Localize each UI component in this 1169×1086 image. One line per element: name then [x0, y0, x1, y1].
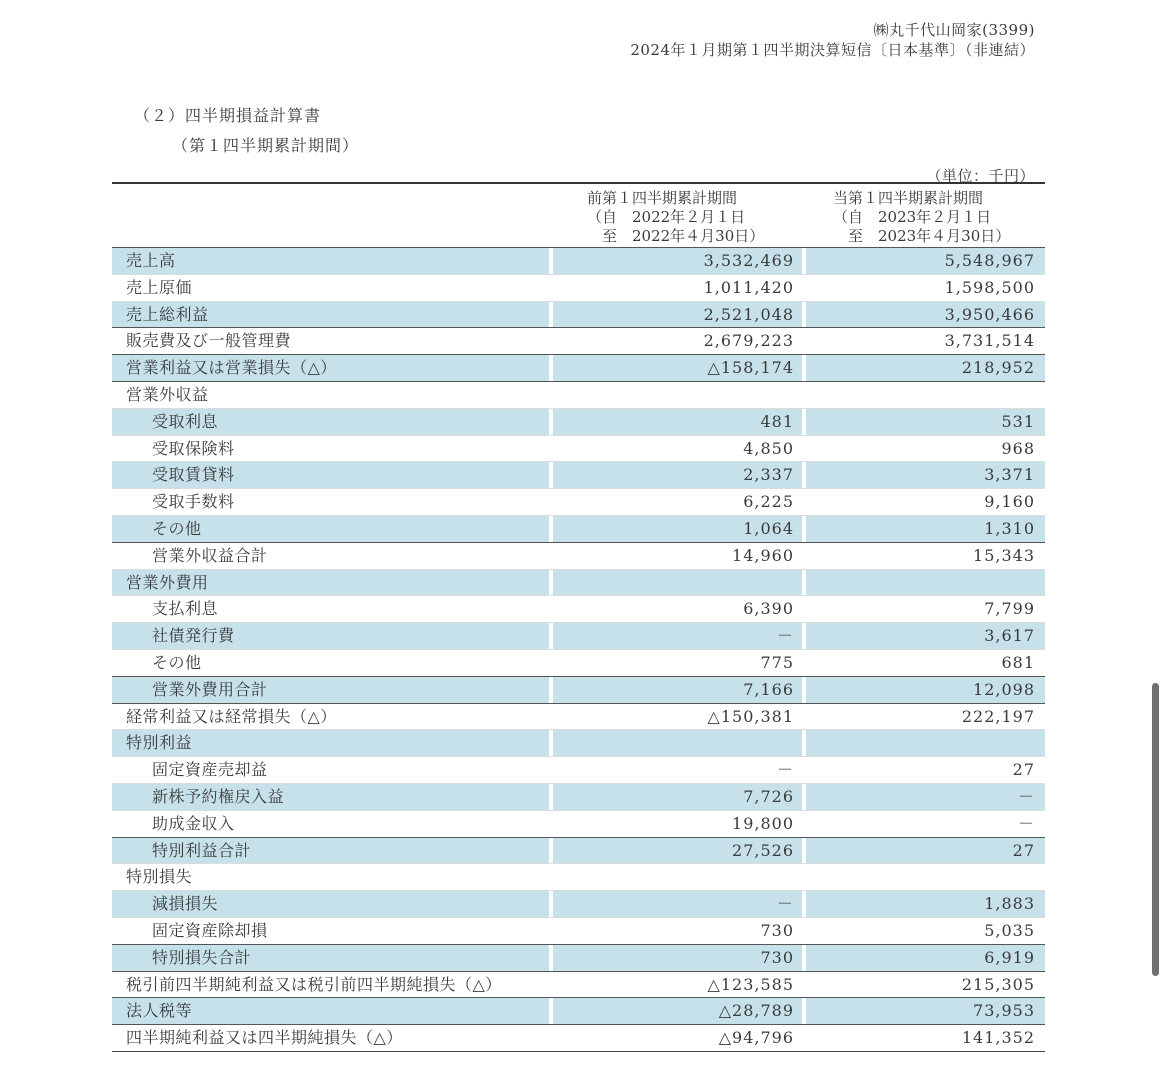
column-prev-to: 至 2022年４月30日） — [587, 227, 765, 245]
row-value-curr: 27 — [1012, 760, 1035, 780]
row-value-curr: 215,305 — [961, 974, 1035, 994]
table-row — [112, 302, 1045, 329]
table-column-header — [112, 184, 1045, 248]
row-label: 税引前四半期純利益又は税引前四半期純損失（△） — [126, 974, 502, 994]
row-label: 助成金収入 — [152, 813, 235, 833]
table-row — [112, 328, 1045, 355]
row-value-curr: 1,310 — [806, 516, 1045, 542]
column-curr-title: 当第１四半期累計期間 — [833, 189, 984, 207]
row-value-curr: 6,919 — [806, 945, 1045, 971]
row-label: 営業外費用合計 — [112, 677, 549, 703]
row-value-prev: 2,337 — [553, 462, 802, 488]
row-value-prev: 730 — [553, 945, 802, 971]
row-value-prev: － — [776, 760, 794, 780]
row-value-prev: 7,726 — [553, 784, 802, 810]
table-row — [112, 945, 1045, 972]
row-value-curr: 27 — [806, 838, 1045, 864]
row-value-curr: 5,035 — [984, 920, 1035, 940]
table-row — [112, 704, 1045, 731]
row-value-curr: 222,197 — [961, 706, 1035, 726]
row-value-curr: 73,953 — [806, 998, 1045, 1024]
row-value-curr: 3,731,514 — [944, 331, 1035, 351]
row-value-curr: 15,343 — [973, 545, 1035, 565]
row-label: 特別利益合計 — [112, 838, 549, 864]
table-body — [112, 248, 1045, 1052]
table-row — [112, 650, 1045, 677]
period-title: （第１四半期累計期間） — [172, 136, 360, 155]
row-label: 法人税等 — [112, 998, 549, 1024]
row-label: 営業外収益 — [126, 384, 209, 404]
row-value-prev: 481 — [553, 409, 802, 435]
row-value-curr: 9,160 — [984, 492, 1035, 512]
row-value-prev: 14,960 — [732, 545, 794, 565]
row-value-prev: 730 — [760, 920, 794, 940]
row-value-prev: 19,800 — [732, 813, 794, 833]
row-label: 受取保険料 — [152, 438, 235, 458]
row-label: 売上高 — [112, 248, 549, 274]
column-prev-title: 前第１四半期累計期間 — [587, 189, 738, 207]
row-value-curr: － — [1017, 813, 1035, 833]
row-value-prev: － — [553, 623, 802, 649]
table-row — [112, 543, 1045, 570]
document-header — [630, 20, 1035, 60]
row-value-curr: 681 — [1001, 652, 1035, 672]
column-header-prev — [587, 189, 787, 246]
vertical-scrollbar[interactable] — [1152, 683, 1159, 976]
row-value-curr: 12,098 — [806, 677, 1045, 703]
row-value-prev: △158,174 — [553, 355, 802, 381]
column-prev-from: （自 2022年２月１日 — [587, 208, 746, 226]
table-row — [112, 516, 1045, 543]
table-row — [112, 864, 1045, 891]
row-value-curr: 3,617 — [806, 623, 1045, 649]
row-value-prev — [553, 730, 802, 756]
row-label: 受取利息 — [112, 409, 549, 435]
table-row — [112, 677, 1045, 704]
row-label: その他 — [152, 652, 202, 672]
column-header-curr — [833, 189, 1033, 246]
row-value-curr: 7,799 — [984, 599, 1035, 619]
row-value-curr: 141,352 — [961, 1028, 1035, 1048]
row-label: 売上総利益 — [112, 302, 549, 328]
row-value-curr: 3,950,466 — [806, 302, 1045, 328]
row-label: 特別利益 — [112, 730, 549, 756]
row-value-curr — [806, 382, 1045, 408]
row-label: 特別損失 — [126, 867, 193, 887]
row-value-prev: － — [553, 891, 802, 917]
row-label: 営業外費用 — [112, 570, 549, 596]
table-row — [112, 355, 1045, 382]
row-value-curr — [806, 864, 1045, 890]
row-label: 新株予約権戻入益 — [112, 784, 549, 810]
row-value-curr: 1,598,500 — [944, 277, 1035, 297]
row-label: その他 — [112, 516, 549, 542]
table-row — [112, 972, 1045, 999]
row-label: 特別損失合計 — [112, 945, 549, 971]
row-label: 売上原価 — [126, 277, 193, 297]
table-row — [112, 623, 1045, 650]
column-curr-to: 至 2023年４月30日） — [833, 227, 1011, 245]
table-row — [112, 570, 1045, 597]
row-label: 支払利息 — [152, 599, 219, 619]
row-value-curr — [806, 730, 1045, 756]
row-value-curr: 3,371 — [806, 462, 1045, 488]
table-row — [112, 596, 1045, 623]
column-curr-from: （自 2023年２月１日 — [833, 208, 992, 226]
row-value-curr: 968 — [1001, 438, 1035, 458]
table-row — [112, 811, 1045, 838]
row-value-prev: △150,381 — [707, 706, 794, 726]
row-value-prev: 2,521,048 — [553, 302, 802, 328]
row-value-prev: 7,166 — [553, 677, 802, 703]
row-value-prev: 4,850 — [743, 438, 794, 458]
row-label: 受取賃貸料 — [112, 462, 549, 488]
table-row — [112, 838, 1045, 865]
table-row — [112, 275, 1045, 302]
row-label: 固定資産売却益 — [152, 760, 268, 780]
table-row — [112, 409, 1045, 436]
row-value-prev: 27,526 — [553, 838, 802, 864]
row-label: 営業外収益合計 — [152, 545, 268, 565]
row-value-curr: － — [806, 784, 1045, 810]
row-value-prev: 1,011,420 — [703, 277, 794, 297]
row-value-prev: 2,679,223 — [703, 331, 794, 351]
company-name: ㈱丸千代山岡家(3399) — [873, 21, 1035, 39]
table-row — [112, 248, 1045, 275]
row-value-prev — [553, 382, 802, 408]
table-row — [112, 784, 1045, 811]
row-value-curr — [806, 570, 1045, 596]
table-row — [112, 1025, 1045, 1052]
table-row — [112, 489, 1045, 516]
row-label: 経常利益又は経常損失（△） — [126, 706, 337, 726]
row-label: 社債発行費 — [112, 623, 549, 649]
row-value-prev: 775 — [760, 652, 794, 672]
row-value-prev: △28,789 — [553, 998, 802, 1024]
row-value-prev: △123,585 — [707, 974, 794, 994]
table-row — [112, 757, 1045, 784]
table-row — [112, 918, 1045, 945]
table-row — [112, 730, 1045, 757]
table-row — [112, 998, 1045, 1025]
section-title: （２）四半期損益計算書 — [134, 106, 322, 125]
unit-label: （単位：千円） — [926, 167, 1035, 185]
row-label: 固定資産除却損 — [152, 920, 268, 940]
row-value-prev — [553, 864, 802, 890]
row-label: 営業利益又は営業損失（△） — [112, 355, 549, 381]
row-value-curr: 218,952 — [806, 355, 1045, 381]
table-row — [112, 462, 1045, 489]
income-statement-table — [112, 182, 1045, 1052]
report-title: 2024年１月期第１四半期決算短信〔日本基準〕（非連結） — [630, 41, 1035, 59]
table-row — [112, 382, 1045, 409]
row-value-prev: 1,064 — [553, 516, 802, 542]
row-value-prev: 6,390 — [743, 599, 794, 619]
table-row — [112, 891, 1045, 918]
row-value-curr: 1,883 — [806, 891, 1045, 917]
row-label: 四半期純利益又は四半期純損失（△） — [126, 1028, 403, 1048]
row-value-prev — [553, 570, 802, 596]
table-row — [112, 436, 1045, 463]
row-value-prev: 6,225 — [743, 492, 794, 512]
row-label: 販売費及び一般管理費 — [126, 331, 292, 351]
row-value-prev: 3,532,469 — [553, 248, 802, 274]
row-label: 減損損失 — [112, 891, 549, 917]
row-label: 受取手数料 — [152, 492, 235, 512]
row-value-curr: 531 — [806, 409, 1045, 435]
row-value-curr: 5,548,967 — [806, 248, 1045, 274]
row-value-prev: △94,796 — [718, 1028, 794, 1048]
